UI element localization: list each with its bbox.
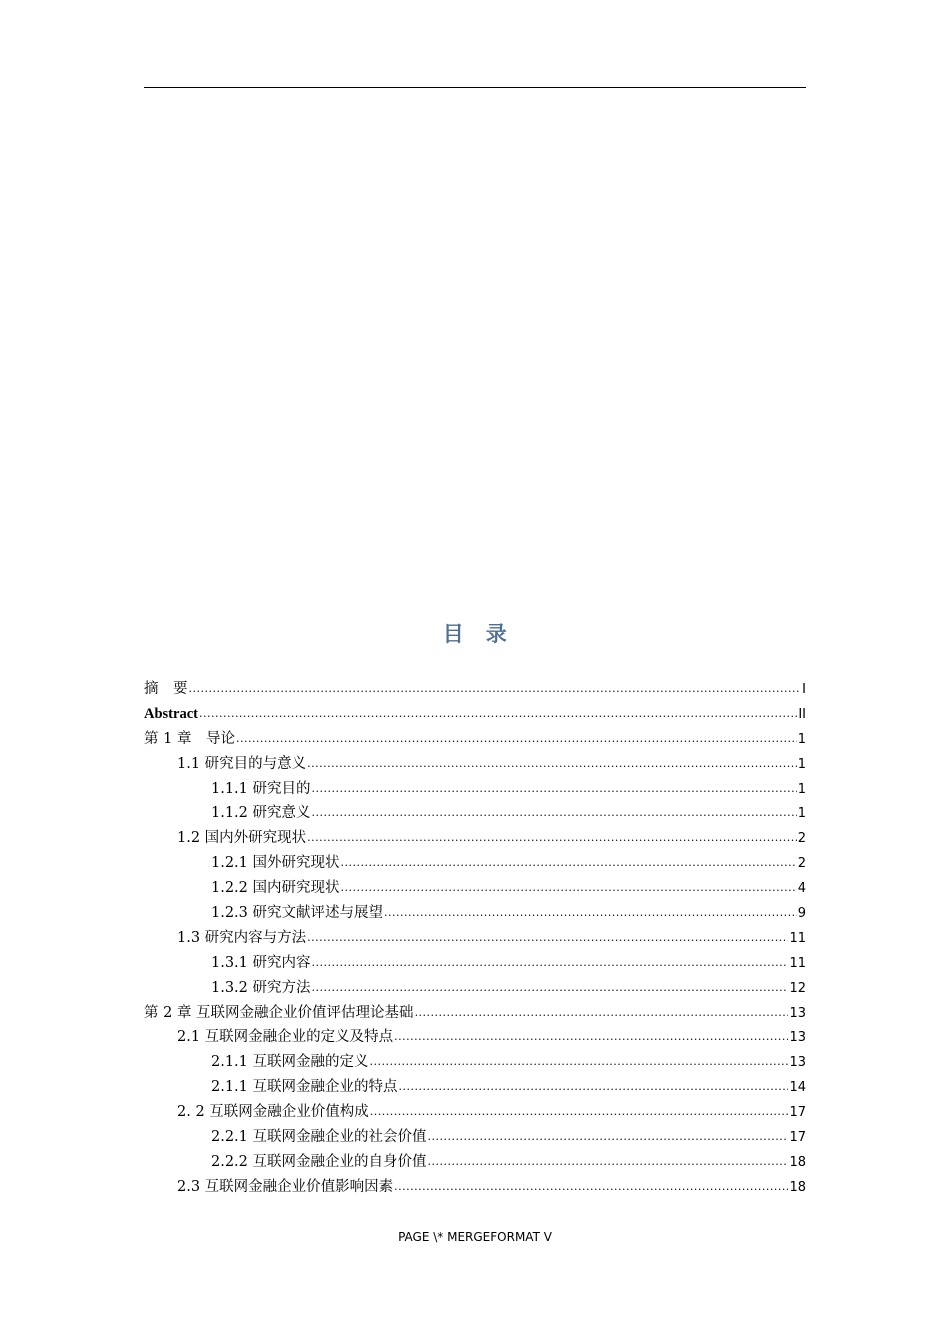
toc-entry-page-number: 12: [789, 980, 806, 996]
toc-entry[interactable]: [144, 976, 806, 1001]
page-footer: PAGE \* MERGEFORMAT V: [398, 1230, 552, 1244]
header-rule: [144, 87, 806, 88]
toc-entry-page-number: II: [798, 706, 806, 722]
toc-entry[interactable]: [144, 677, 806, 702]
toc-entry-page-number: 4: [797, 881, 806, 897]
toc-entry[interactable]: [144, 876, 806, 901]
toc-entry-page-number: 18: [789, 1154, 806, 1170]
toc-entry-page-number: I: [802, 682, 806, 697]
toc-dot-leader: [399, 1075, 789, 1100]
toc-entry[interactable]: [144, 1175, 806, 1200]
toc-dot-leader: [415, 1001, 789, 1026]
toc-dot-leader: [307, 752, 797, 777]
toc-entry-page-number: 2: [797, 831, 806, 847]
toc-entry-page-number: 14: [789, 1080, 806, 1096]
toc-entry-label: 1.1 研究目的与意义: [177, 755, 307, 772]
toc-entry-label: 1.1.2 研究意义: [211, 805, 311, 822]
toc-dot-leader: [312, 801, 797, 826]
toc-entry[interactable]: [144, 926, 806, 951]
toc-entry[interactable]: [144, 752, 806, 777]
toc-dot-leader: [307, 926, 788, 951]
toc-dot-leader: [428, 1125, 789, 1150]
toc-entry[interactable]: [144, 777, 806, 802]
toc-dot-leader: [341, 876, 797, 901]
toc-title: 目 录: [442, 622, 508, 646]
toc-entry-page-number: 9: [797, 906, 806, 922]
toc-entry-page-number: 1: [797, 806, 806, 822]
toc-entry-page-number: 13: [789, 1005, 806, 1021]
toc-entry-label: 2.2.1 互联网金融企业的社会价值: [211, 1129, 427, 1146]
toc-entry-page-number: 11: [789, 955, 806, 971]
toc-entry[interactable]: [144, 1075, 806, 1100]
toc-entry-page-number: 2: [797, 856, 806, 872]
toc-entry-page-number: 17: [789, 1130, 806, 1146]
toc-entry-label: 2.1.1 互联网金融企业的特点: [211, 1079, 398, 1096]
toc-entry-page-number: 1: [797, 756, 806, 772]
toc-entry-label: 2.2.2 互联网金融企业的自身价值: [211, 1153, 427, 1170]
toc-entry-page-number: 1: [797, 731, 806, 747]
toc-entry-page-number: 13: [789, 1055, 806, 1071]
toc-entry-page-number: 18: [789, 1179, 806, 1195]
toc-dot-leader: [236, 727, 797, 752]
toc-entry-label: 1.2.2 国内研究现状: [211, 880, 340, 897]
toc-dot-leader: [428, 1150, 789, 1175]
toc-dot-leader: [341, 851, 797, 876]
toc-dot-leader: [312, 976, 789, 1001]
toc-entry[interactable]: [144, 1100, 806, 1125]
toc-entry[interactable]: [144, 901, 806, 926]
toc-entry[interactable]: [144, 826, 806, 851]
toc-dot-leader: [394, 1175, 788, 1200]
toc-dot-leader: [394, 1025, 788, 1050]
toc-entry-label: 1.3.2 研究方法: [211, 979, 311, 996]
toc-dot-leader: [189, 677, 802, 702]
toc-dot-leader: [370, 1100, 789, 1125]
toc-entry-page-number: 13: [789, 1030, 806, 1046]
toc-entry-label: 1.2 国内外研究现状: [177, 830, 307, 847]
toc-entry-label: 2.1.1 互联网金融的定义: [211, 1054, 369, 1071]
toc-entry-label: 第 2 章 互联网金融企业价值评估理论基础: [144, 1004, 414, 1021]
toc-entry[interactable]: [144, 1025, 806, 1050]
toc-entry-label: 2.1 互联网金融企业的定义及特点: [177, 1029, 394, 1046]
toc-entry-label: 第 1 章 导论: [144, 730, 235, 747]
toc-entry-page-number: 17: [789, 1105, 806, 1121]
toc-dot-leader: [384, 901, 797, 926]
toc-entry-label: 1.2.1 国外研究现状: [211, 855, 340, 872]
toc-entry[interactable]: [144, 1050, 806, 1075]
toc-dot-leader: [312, 951, 789, 976]
toc-entry[interactable]: [144, 702, 806, 727]
toc-entry-label: 2.3 互联网金融企业价值影响因素: [177, 1178, 394, 1195]
toc-entry[interactable]: [144, 1150, 806, 1175]
toc-entry[interactable]: [144, 801, 806, 826]
toc-entry-label: 1.3 研究内容与方法: [177, 929, 307, 946]
toc-entry[interactable]: [144, 851, 806, 876]
toc-entry-label: 1.3.1 研究内容: [211, 954, 311, 971]
toc-entry-page-number: 1: [797, 781, 806, 797]
toc-dot-leader: [370, 1050, 789, 1075]
toc-entry[interactable]: [144, 951, 806, 976]
toc-entry-label: 1.1.1 研究目的: [211, 780, 311, 797]
toc-entry[interactable]: [144, 1001, 806, 1026]
toc-entry-label: 2. 2 互联网金融企业价值构成: [177, 1104, 369, 1121]
toc-dot-leader: [199, 702, 797, 727]
toc-entry[interactable]: [144, 1125, 806, 1150]
toc-entry-label: 1.2.3 研究文献评述与展望: [211, 905, 384, 922]
toc-dot-leader: [312, 777, 797, 802]
toc-entry-label: 摘 要: [144, 681, 188, 697]
toc-entry-label: Abstract: [144, 705, 198, 722]
toc-list: [144, 677, 806, 1200]
toc-entry-page-number: 11: [789, 930, 806, 946]
toc-dot-leader: [307, 826, 797, 851]
toc-entry[interactable]: [144, 727, 806, 752]
